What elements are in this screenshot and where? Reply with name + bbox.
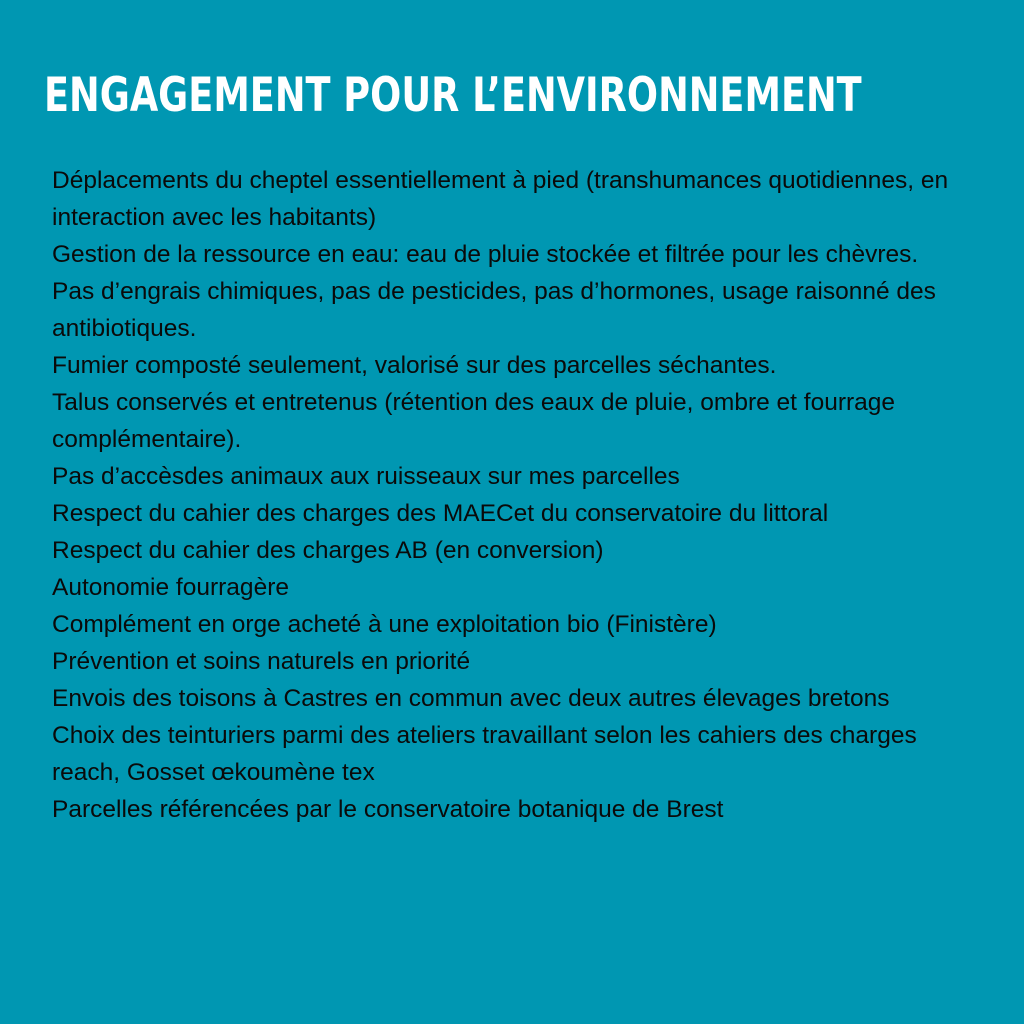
list-item: Gestion de la ressource en eau: eau de pluie stockée et filtrée pour les chèvres.: [52, 241, 919, 268]
list-item: Autonomie fourragère: [52, 574, 289, 601]
commitment-list: [52, 162, 952, 828]
list-item: Envois des toisons à Castres en commun avec deux autres élevages bretons: [52, 685, 890, 712]
list-item: Respect du cahier des charges AB (en conversion): [52, 537, 604, 564]
list-item: Talus conservés et entretenus (rétention des eaux de pluie, ombre et fourrage complémentaire).: [52, 389, 896, 453]
list-item: Pas d’accèsdes animaux aux ruisseaux sur mes parcelles: [52, 463, 680, 490]
page-title: ENGAGEMENT POUR L’ENVIRONNEMENT: [44, 68, 862, 123]
list-item: Pas d’engrais chimiques, pas de pesticides, pas d’hormones, usage raisonné des antibiotiques.: [52, 278, 936, 342]
list-item: Choix des teinturiers parmi des ateliers travaillant selon les cahiers des charges reach, Gosset œkoumène tex: [52, 722, 917, 786]
list-item: Parcelles référencées par le conservatoire botanique de Brest: [52, 796, 724, 823]
list-item: Fumier composté seulement, valorisé sur des parcelles séchantes.: [52, 352, 777, 379]
list-item: Déplacements du cheptel essentiellement à pied (transhumances quotidiennes, en interaction avec les habitants): [52, 167, 949, 231]
list-item: Prévention et soins naturels en priorité: [52, 648, 471, 675]
list-item: Complément en orge acheté à une exploitation bio (Finistère): [52, 611, 717, 638]
list-item: Respect du cahier des charges des MAECet du conservatoire du littoral: [52, 500, 829, 527]
